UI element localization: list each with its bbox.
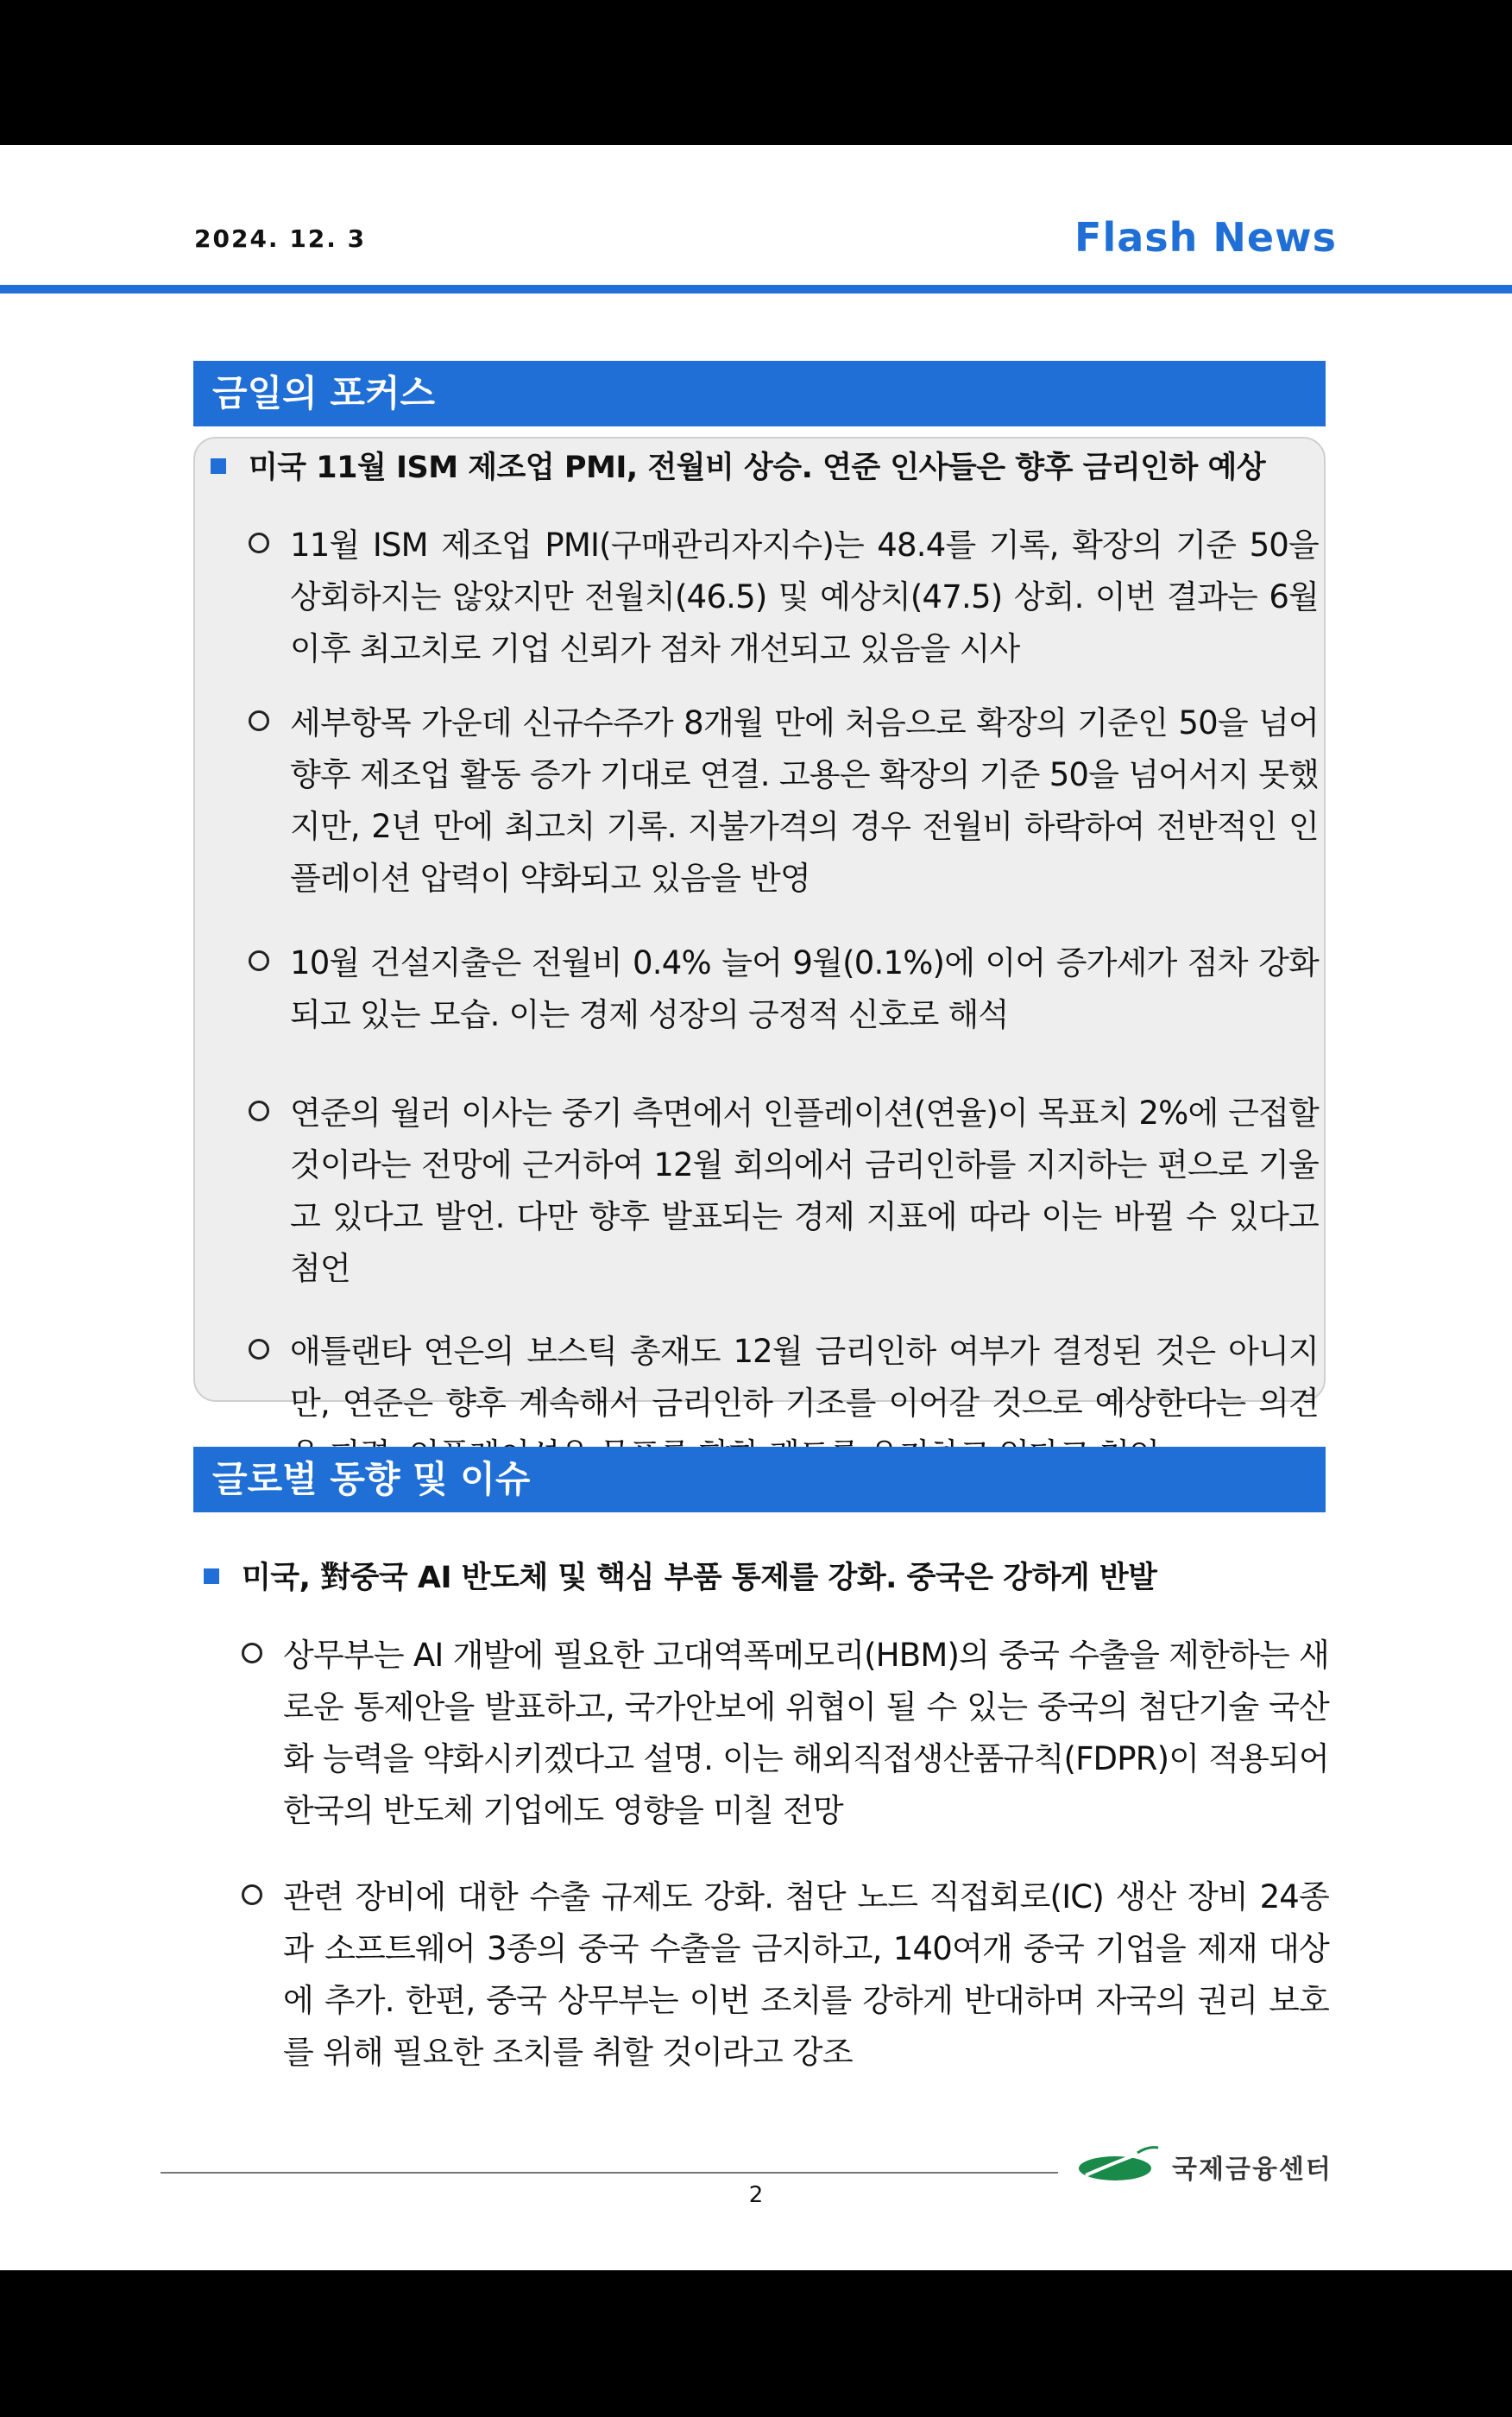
circle-bullet-icon bbox=[249, 950, 269, 971]
circle-bullet-icon bbox=[249, 1101, 269, 1121]
focus-item bbox=[290, 1088, 1319, 1295]
circle-bullet-icon bbox=[249, 533, 269, 553]
global-item bbox=[283, 1871, 1329, 2079]
global-item bbox=[283, 1630, 1329, 1837]
global-headline-text: 미국, 對중국 AI 반도체 및 핵심 부품 통제를 강화. 중국은 강하게 반발 bbox=[242, 1561, 1157, 1595]
focus-item-text: 연준의 월러 이사는 중기 측면에서 인플레이션(연율)이 목표치 2%에 근접할 것이라는 전망에 근거하여 12월 회의에서 금리인하를 지지하는 편으로 기울고 있다고 발언. 다만 향후 발표되는 경제 지표에 따라 이는 바뀔 수 있다고 첨언 bbox=[290, 1095, 1319, 1287]
focus-item-text: 10월 건설지출은 전월비 0.4% 늘어 9월(0.1%)에 이어 증가세가 점차 강화되고 있는 모습. 이는 경제 성장의 긍정적 신호로 해석 bbox=[290, 944, 1319, 1033]
focus-item bbox=[290, 697, 1319, 905]
logo-text: 국제금융센터 bbox=[1172, 2155, 1332, 2185]
circle-bullet-icon bbox=[249, 1339, 269, 1360]
focus-item-text: 애틀랜타 연은의 보스틱 총재도 12월 금리인하 여부가 결정된 것은 아니지만, 연준은 향후 계속해서 금리인하 기조를 이어갈 것으로 예상한다는 의견 bbox=[290, 1333, 1319, 1422]
brand-title: Flash News bbox=[1074, 214, 1337, 261]
focus-item-text: 세부항목 가운데 신규수주가 8개월 만에 처음으로 확장의 기준인 50을 넘어 향후 제조업 활동 증가 기대로 연결. 고용은 확장의 기준 50을 넘어서지 못했지만, 2년 만에 최고치 기록. 지불가격의 경우 전월비 하락하여 전반적인 인플레이션 압력이 약화되고 있음을 반영 bbox=[290, 704, 1319, 897]
focus-headline bbox=[211, 444, 1265, 487]
global-item-text: 상무부는 AI 개발에 필요한 고대역폭메모리(HBM)의 중국 수출을 제한하는 새로운 통제안을 발표하고, 국가안보에 위협이 될 수 있는 중국의 첨단기술 국산화 능력을 약화시키겠다고 설명. 이는 해외직접생산품규칙(FDPR)이 적용되어 한국의 반도체 기업에도 영향을 미칠 전망 bbox=[283, 1637, 1329, 1829]
report-date: 2024. 12. 3 bbox=[194, 224, 367, 253]
section-title-focus: 금일의 포커스 bbox=[193, 361, 1326, 426]
footer-divider bbox=[161, 2172, 1058, 2174]
circle-bullet-icon bbox=[249, 710, 269, 731]
section-title-global: 글로벌 동향 및 이슈 bbox=[193, 1447, 1326, 1512]
focus-item-text: 11월 ISM 제조업 PMI(구매관리자지수)는 48.4를 기록, 확장의 기준 50을 상회하지는 않았지만 전월치(46.5) 및 예상치(47.5) 상회. 이번 결과는 6월 이후 최고치로 기업 신뢰가 점차 개선되고 있음을 시사 bbox=[290, 527, 1319, 667]
focus-item bbox=[290, 937, 1319, 1041]
focus-headline-text: 미국 11월 ISM 제조업 PMI, 전월비 상승. 연준 인사들은 향후 금리인하 예상 bbox=[249, 451, 1266, 485]
header-divider bbox=[0, 285, 1512, 293]
square-bullet-icon bbox=[204, 1568, 219, 1584]
circle-bullet-icon bbox=[242, 1643, 262, 1663]
circle-bullet-icon bbox=[242, 1884, 262, 1905]
global-item-text: 관련 장비에 대한 수출 규제도 강화. 첨단 노드 직접회로(IC) 생산 장비 24종과 소프트웨어 3종의 중국 수출을 금지하고, 140여개 중국 기업을 제재 대상에 추가. 한편, 중국 상무부는 이번 조치를 강하게 반대하며 자국의 권리 보호를 위해 필요한 조치를 취할 것이라고 강조 bbox=[283, 1878, 1329, 2071]
square-bullet-icon bbox=[211, 458, 226, 474]
page-number: 2 bbox=[748, 2182, 764, 2208]
leaf-logo-icon bbox=[1077, 2144, 1160, 2184]
global-headline bbox=[204, 1554, 1157, 1597]
focus-item bbox=[290, 520, 1319, 675]
document-page bbox=[0, 145, 1512, 2270]
